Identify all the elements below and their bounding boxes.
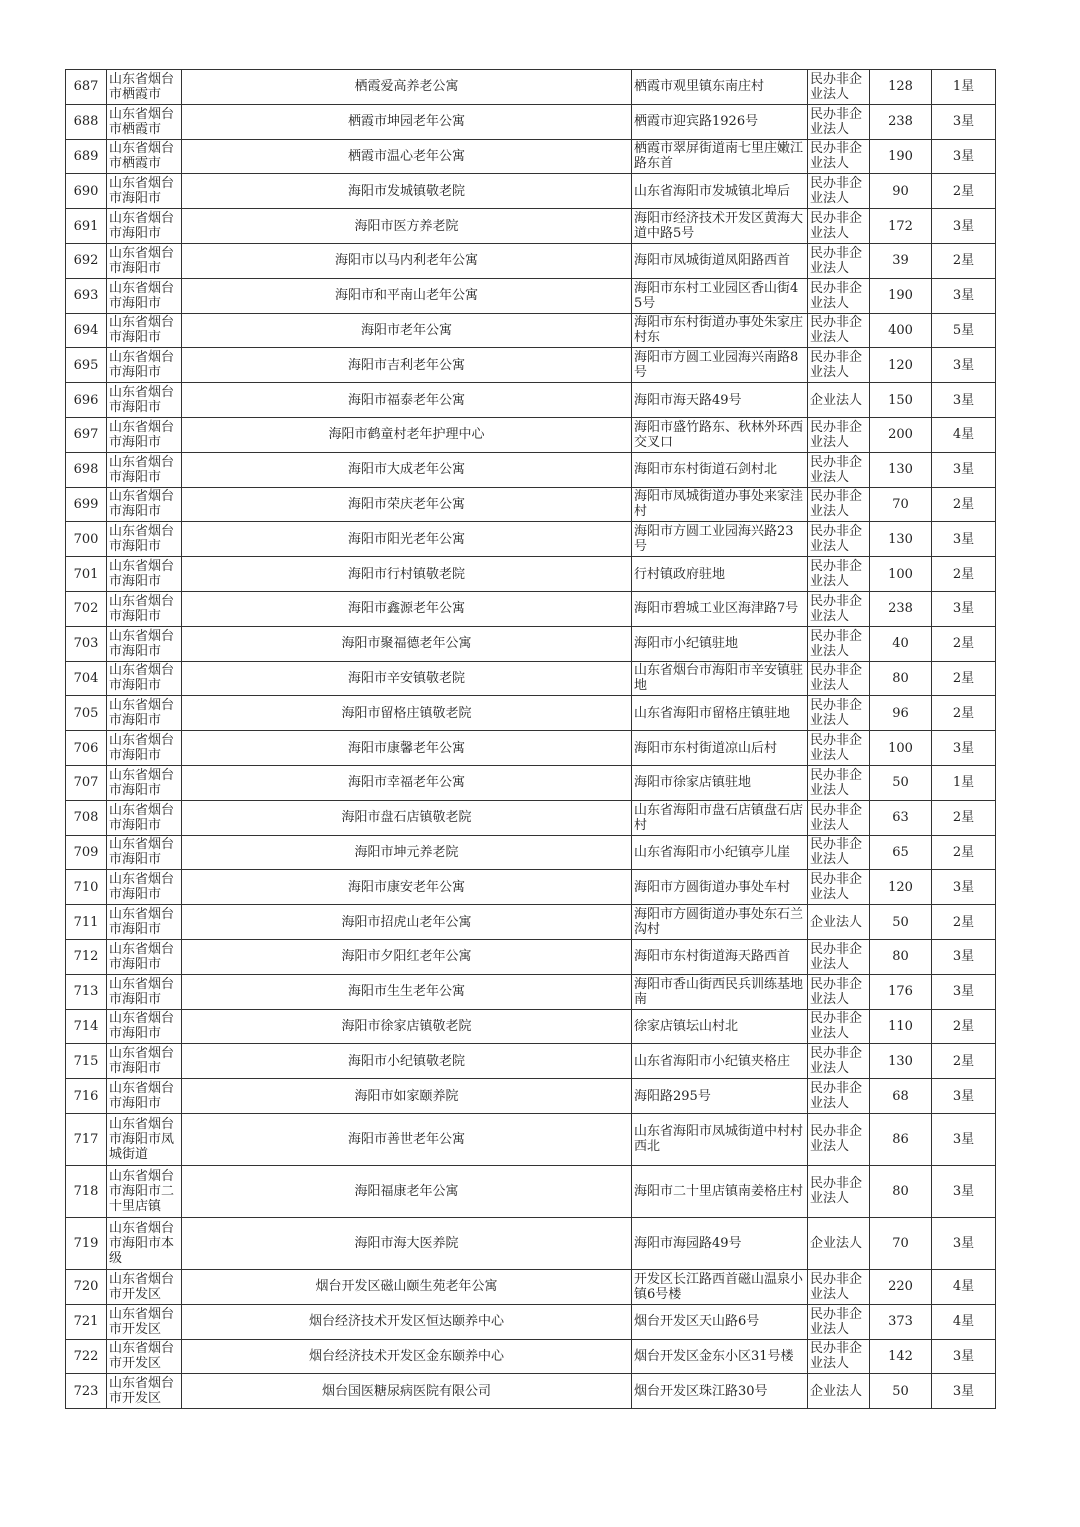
- table-row: [66, 557, 996, 592]
- region-cell: 山东省烟台市海阳市: [107, 522, 182, 557]
- institution-name-cell: 海阳市吉利老年公寓: [182, 348, 632, 383]
- legal-type-cell: 民办非企业法人: [808, 1165, 870, 1217]
- institution-name-cell: 海阳市鹤童村老年护理中心: [182, 417, 632, 452]
- bed-count-cell: 110: [870, 1009, 932, 1044]
- region-cell: 山东省烟台市海阳市: [107, 835, 182, 870]
- row-number: 714: [66, 1009, 107, 1044]
- table-row: [66, 626, 996, 661]
- legal-type-cell: 民办非企业法人: [808, 696, 870, 731]
- legal-type-cell: 民办非企业法人: [808, 1269, 870, 1304]
- address-cell: 海阳市海园路49号: [632, 1217, 808, 1269]
- star-rating-cell: 4星: [932, 1304, 996, 1339]
- bed-count-cell: 63: [870, 800, 932, 835]
- region-cell: 山东省烟台市海阳市: [107, 1044, 182, 1079]
- table-row: [66, 348, 996, 383]
- table-row: [66, 870, 996, 905]
- table-row: [66, 1339, 996, 1374]
- table-row: [66, 522, 996, 557]
- address-cell: 海阳市徐家店镇驻地: [632, 765, 808, 800]
- region-cell: 山东省烟台市海阳市: [107, 557, 182, 592]
- row-number: 708: [66, 800, 107, 835]
- row-number: 690: [66, 174, 107, 209]
- table-row: [66, 696, 996, 731]
- address-cell: 海阳市碧城工业区海津路7号: [632, 591, 808, 626]
- table-row: [66, 70, 996, 105]
- star-rating-cell: 3星: [932, 348, 996, 383]
- star-rating-cell: 2星: [932, 800, 996, 835]
- table-row: [66, 1079, 996, 1114]
- table-row: [66, 731, 996, 766]
- star-rating-cell: 2星: [932, 835, 996, 870]
- star-rating-cell: 2星: [932, 1044, 996, 1079]
- row-number: 720: [66, 1269, 107, 1304]
- bed-count-cell: 200: [870, 417, 932, 452]
- row-number: 706: [66, 731, 107, 766]
- address-cell: 海阳市东村街道办事处朱家庄村东: [632, 313, 808, 348]
- institution-name-cell: 海阳市徐家店镇敬老院: [182, 1009, 632, 1044]
- star-rating-cell: 3星: [932, 1217, 996, 1269]
- institution-name-cell: 海阳市康安老年公寓: [182, 870, 632, 905]
- institution-table: [65, 69, 996, 1409]
- address-cell: 海阳市凤城街道凤阳路西首: [632, 243, 808, 278]
- region-cell: 山东省烟台市开发区: [107, 1304, 182, 1339]
- legal-type-cell: 企业法人: [808, 1217, 870, 1269]
- address-cell: 开发区长江路西首磁山温泉小镇6号楼: [632, 1269, 808, 1304]
- legal-type-cell: 民办非企业法人: [808, 487, 870, 522]
- bed-count-cell: 100: [870, 557, 932, 592]
- bed-count-cell: 70: [870, 1217, 932, 1269]
- region-cell: 山东省烟台市海阳市: [107, 417, 182, 452]
- institution-name-cell: 海阳市盘石店镇敬老院: [182, 800, 632, 835]
- star-rating-cell: 3星: [932, 591, 996, 626]
- star-rating-cell: 3星: [932, 139, 996, 174]
- bed-count-cell: 400: [870, 313, 932, 348]
- bed-count-cell: 172: [870, 209, 932, 244]
- region-cell: 山东省烟台市海阳市: [107, 348, 182, 383]
- institution-name-cell: 海阳市小纪镇敬老院: [182, 1044, 632, 1079]
- institution-name-cell: 海阳市大成老年公寓: [182, 452, 632, 487]
- institution-name-cell: 海阳市发城镇敬老院: [182, 174, 632, 209]
- table-row: [66, 1113, 996, 1165]
- address-cell: 山东省海阳市小纪镇夹格庄: [632, 1044, 808, 1079]
- institution-name-cell: 海阳市辛安镇敬老院: [182, 661, 632, 696]
- table-row: [66, 1044, 996, 1079]
- table-row: [66, 104, 996, 139]
- bed-count-cell: 176: [870, 974, 932, 1009]
- table-row: [66, 661, 996, 696]
- legal-type-cell: 民办非企业法人: [808, 1079, 870, 1114]
- region-cell: 山东省烟台市海阳市: [107, 696, 182, 731]
- bed-count-cell: 128: [870, 70, 932, 105]
- star-rating-cell: 2星: [932, 557, 996, 592]
- table-row: [66, 591, 996, 626]
- table-row: [66, 905, 996, 940]
- star-rating-cell: 3星: [932, 522, 996, 557]
- region-cell: 山东省烟台市海阳市: [107, 974, 182, 1009]
- star-rating-cell: 3星: [932, 1165, 996, 1217]
- region-cell: 山东省烟台市海阳市: [107, 939, 182, 974]
- institution-name-cell: 海阳市荣庆老年公寓: [182, 487, 632, 522]
- table-row: [66, 939, 996, 974]
- table-row: [66, 139, 996, 174]
- star-rating-cell: 1星: [932, 70, 996, 105]
- bed-count-cell: 190: [870, 278, 932, 313]
- table-row: [66, 1304, 996, 1339]
- bed-count-cell: 238: [870, 104, 932, 139]
- bed-count-cell: 130: [870, 522, 932, 557]
- institution-name-cell: 海阳市聚福德老年公寓: [182, 626, 632, 661]
- row-number: 709: [66, 835, 107, 870]
- address-cell: 山东省海阳市发城镇北埠后: [632, 174, 808, 209]
- row-number: 712: [66, 939, 107, 974]
- legal-type-cell: 民办非企业法人: [808, 661, 870, 696]
- star-rating-cell: 3星: [932, 870, 996, 905]
- address-cell: 山东省烟台市海阳市辛安镇驻地: [632, 661, 808, 696]
- legal-type-cell: 民办非企业法人: [808, 939, 870, 974]
- legal-type-cell: 民办非企业法人: [808, 348, 870, 383]
- address-cell: 海阳市东村工业园区香山街45号: [632, 278, 808, 313]
- row-number: 719: [66, 1217, 107, 1269]
- star-rating-cell: 3星: [932, 1339, 996, 1374]
- bed-count-cell: 130: [870, 1044, 932, 1079]
- star-rating-cell: 2星: [932, 1009, 996, 1044]
- region-cell: 山东省烟台市海阳市: [107, 313, 182, 348]
- region-cell: 山东省烟台市海阳市: [107, 591, 182, 626]
- table-row: [66, 800, 996, 835]
- region-cell: 山东省烟台市海阳市: [107, 626, 182, 661]
- address-cell: 海阳市经济技术开发区黄海大道中路5号: [632, 209, 808, 244]
- address-cell: 山东省海阳市小纪镇亭儿崖: [632, 835, 808, 870]
- address-cell: 烟台开发区天山路6号: [632, 1304, 808, 1339]
- table-row: [66, 174, 996, 209]
- region-cell: 山东省烟台市海阳市: [107, 731, 182, 766]
- address-cell: 海阳市东村街道海天路西首: [632, 939, 808, 974]
- region-cell: 山东省烟台市海阳市凤城街道: [107, 1113, 182, 1165]
- institution-name-cell: 烟台开发区磁山颐生苑老年公寓: [182, 1269, 632, 1304]
- table-row: [66, 278, 996, 313]
- legal-type-cell: 民办非企业法人: [808, 765, 870, 800]
- row-number: 699: [66, 487, 107, 522]
- row-number: 713: [66, 974, 107, 1009]
- region-cell: 山东省烟台市海阳市二十里店镇: [107, 1165, 182, 1217]
- region-cell: 山东省烟台市海阳市: [107, 1009, 182, 1044]
- row-number: 702: [66, 591, 107, 626]
- star-rating-cell: 3星: [932, 1079, 996, 1114]
- region-cell: 山东省烟台市海阳市: [107, 765, 182, 800]
- bed-count-cell: 80: [870, 661, 932, 696]
- address-cell: 徐家店镇坛山村北: [632, 1009, 808, 1044]
- legal-type-cell: 民办非企业法人: [808, 1339, 870, 1374]
- region-cell: 山东省烟台市开发区: [107, 1339, 182, 1374]
- table-row: [66, 1009, 996, 1044]
- row-number: 687: [66, 70, 107, 105]
- legal-type-cell: 民办非企业法人: [808, 1009, 870, 1044]
- bed-count-cell: 373: [870, 1304, 932, 1339]
- row-number: 717: [66, 1113, 107, 1165]
- institution-name-cell: 海阳市和平南山老年公寓: [182, 278, 632, 313]
- legal-type-cell: 民办非企业法人: [808, 557, 870, 592]
- address-cell: 海阳市方圆工业园海兴路23号: [632, 522, 808, 557]
- legal-type-cell: 民办非企业法人: [808, 974, 870, 1009]
- region-cell: 山东省烟台市海阳市: [107, 278, 182, 313]
- row-number: 703: [66, 626, 107, 661]
- address-cell: 栖霞市迎宾路1926号: [632, 104, 808, 139]
- row-number: 698: [66, 452, 107, 487]
- table-row: [66, 1269, 996, 1304]
- address-cell: 栖霞市观里镇东南庄村: [632, 70, 808, 105]
- institution-name-cell: 海阳市老年公寓: [182, 313, 632, 348]
- region-cell: 山东省烟台市海阳市: [107, 487, 182, 522]
- institution-name-cell: 海阳市生生老年公寓: [182, 974, 632, 1009]
- address-cell: 海阳市凤城街道办事处来家洼村: [632, 487, 808, 522]
- institution-name-cell: 海阳市以马内利老年公寓: [182, 243, 632, 278]
- bed-count-cell: 190: [870, 139, 932, 174]
- star-rating-cell: 3星: [932, 104, 996, 139]
- legal-type-cell: 民办非企业法人: [808, 174, 870, 209]
- table-row: [66, 1374, 996, 1409]
- bed-count-cell: 130: [870, 452, 932, 487]
- bed-count-cell: 70: [870, 487, 932, 522]
- legal-type-cell: 民办非企业法人: [808, 870, 870, 905]
- row-number: 711: [66, 905, 107, 940]
- legal-type-cell: 民办非企业法人: [808, 731, 870, 766]
- row-number: 689: [66, 139, 107, 174]
- star-rating-cell: 5星: [932, 313, 996, 348]
- address-cell: 山东省海阳市盘石店镇盘石店村: [632, 800, 808, 835]
- address-cell: 海阳市香山街西民兵训练基地南: [632, 974, 808, 1009]
- bed-count-cell: 100: [870, 731, 932, 766]
- legal-type-cell: 民办非企业法人: [808, 591, 870, 626]
- legal-type-cell: 民办非企业法人: [808, 243, 870, 278]
- address-cell: 山东省海阳市留格庄镇驻地: [632, 696, 808, 731]
- bed-count-cell: 50: [870, 905, 932, 940]
- address-cell: 海阳市小纪镇驻地: [632, 626, 808, 661]
- address-cell: 海阳市方圆街道办事处东石兰沟村: [632, 905, 808, 940]
- institution-name-cell: 海阳市留格庄镇敬老院: [182, 696, 632, 731]
- institution-name-cell: 海阳市医方养老院: [182, 209, 632, 244]
- row-number: 694: [66, 313, 107, 348]
- address-cell: 海阳市东村街道石剑村北: [632, 452, 808, 487]
- table-row: [66, 1165, 996, 1217]
- star-rating-cell: 2星: [932, 243, 996, 278]
- institution-name-cell: 海阳市鑫源老年公寓: [182, 591, 632, 626]
- star-rating-cell: 4星: [932, 417, 996, 452]
- legal-type-cell: 企业法人: [808, 383, 870, 418]
- row-number: 691: [66, 209, 107, 244]
- star-rating-cell: 2星: [932, 487, 996, 522]
- address-cell: 海阳市方圆街道办事处车村: [632, 870, 808, 905]
- table-body: [66, 70, 996, 1409]
- bed-count-cell: 96: [870, 696, 932, 731]
- legal-type-cell: 民办非企业法人: [808, 104, 870, 139]
- institution-name-cell: 海阳市如家颐养院: [182, 1079, 632, 1114]
- bed-count-cell: 50: [870, 765, 932, 800]
- table-row: [66, 313, 996, 348]
- bed-count-cell: 120: [870, 348, 932, 383]
- star-rating-cell: 3星: [932, 278, 996, 313]
- table-row: [66, 1217, 996, 1269]
- address-cell: 海阳路295号: [632, 1079, 808, 1114]
- legal-type-cell: 民办非企业法人: [808, 313, 870, 348]
- region-cell: 山东省烟台市开发区: [107, 1374, 182, 1409]
- institution-name-cell: 烟台经济技术开发区恒达颐养中心: [182, 1304, 632, 1339]
- star-rating-cell: 3星: [932, 452, 996, 487]
- row-number: 716: [66, 1079, 107, 1114]
- bed-count-cell: 120: [870, 870, 932, 905]
- bed-count-cell: 220: [870, 1269, 932, 1304]
- address-cell: 行村镇政府驻地: [632, 557, 808, 592]
- institution-name-cell: 海阳市幸福老年公寓: [182, 765, 632, 800]
- star-rating-cell: 3星: [932, 731, 996, 766]
- bed-count-cell: 65: [870, 835, 932, 870]
- legal-type-cell: 民办非企业法人: [808, 835, 870, 870]
- address-cell: 海阳市海天路49号: [632, 383, 808, 418]
- region-cell: 山东省烟台市海阳市本级: [107, 1217, 182, 1269]
- legal-type-cell: 民办非企业法人: [808, 626, 870, 661]
- address-cell: 山东省海阳市凤城街道中村村西北: [632, 1113, 808, 1165]
- star-rating-cell: 3星: [932, 209, 996, 244]
- row-number: 700: [66, 522, 107, 557]
- star-rating-cell: 2星: [932, 696, 996, 731]
- star-rating-cell: 1星: [932, 765, 996, 800]
- legal-type-cell: 企业法人: [808, 1374, 870, 1409]
- legal-type-cell: 民办非企业法人: [808, 800, 870, 835]
- legal-type-cell: 企业法人: [808, 905, 870, 940]
- row-number: 722: [66, 1339, 107, 1374]
- address-cell: 海阳市方圆工业园海兴南路8号: [632, 348, 808, 383]
- star-rating-cell: 2星: [932, 905, 996, 940]
- row-number: 704: [66, 661, 107, 696]
- table-row: [66, 209, 996, 244]
- region-cell: 山东省烟台市开发区: [107, 1269, 182, 1304]
- bed-count-cell: 50: [870, 1374, 932, 1409]
- bed-count-cell: 68: [870, 1079, 932, 1114]
- bed-count-cell: 150: [870, 383, 932, 418]
- region-cell: 山东省烟台市海阳市: [107, 209, 182, 244]
- institution-name-cell: 海阳市阳光老年公寓: [182, 522, 632, 557]
- legal-type-cell: 民办非企业法人: [808, 139, 870, 174]
- row-number: 718: [66, 1165, 107, 1217]
- legal-type-cell: 民办非企业法人: [808, 417, 870, 452]
- legal-type-cell: 民办非企业法人: [808, 452, 870, 487]
- table-row: [66, 487, 996, 522]
- row-number: 696: [66, 383, 107, 418]
- region-cell: 山东省烟台市海阳市: [107, 243, 182, 278]
- legal-type-cell: 民办非企业法人: [808, 70, 870, 105]
- region-cell: 山东省烟台市海阳市: [107, 870, 182, 905]
- institution-name-cell: 海阳市坤元养老院: [182, 835, 632, 870]
- row-number: 693: [66, 278, 107, 313]
- region-cell: 山东省烟台市海阳市: [107, 174, 182, 209]
- institution-name-cell: 海阳市康馨老年公寓: [182, 731, 632, 766]
- bed-count-cell: 40: [870, 626, 932, 661]
- institution-name-cell: 海阳福康老年公寓: [182, 1165, 632, 1217]
- institution-name-cell: 海阳市福泰老年公寓: [182, 383, 632, 418]
- bed-count-cell: 80: [870, 939, 932, 974]
- legal-type-cell: 民办非企业法人: [808, 1304, 870, 1339]
- bed-count-cell: 39: [870, 243, 932, 278]
- institution-name-cell: 栖霞市温心老年公寓: [182, 139, 632, 174]
- table-row: [66, 765, 996, 800]
- table-row: [66, 452, 996, 487]
- star-rating-cell: 4星: [932, 1269, 996, 1304]
- region-cell: 山东省烟台市栖霞市: [107, 139, 182, 174]
- table-row: [66, 974, 996, 1009]
- star-rating-cell: 2星: [932, 174, 996, 209]
- star-rating-cell: 2星: [932, 661, 996, 696]
- legal-type-cell: 民办非企业法人: [808, 278, 870, 313]
- region-cell: 山东省烟台市海阳市: [107, 800, 182, 835]
- legal-type-cell: 民办非企业法人: [808, 522, 870, 557]
- institution-name-cell: 海阳市夕阳红老年公寓: [182, 939, 632, 974]
- institution-name-cell: 海阳市行村镇敬老院: [182, 557, 632, 592]
- star-rating-cell: 3星: [932, 974, 996, 1009]
- region-cell: 山东省烟台市栖霞市: [107, 104, 182, 139]
- institution-name-cell: 栖霞市坤园老年公寓: [182, 104, 632, 139]
- row-number: 695: [66, 348, 107, 383]
- row-number: 707: [66, 765, 107, 800]
- region-cell: 山东省烟台市海阳市: [107, 383, 182, 418]
- region-cell: 山东省烟台市海阳市: [107, 452, 182, 487]
- row-number: 715: [66, 1044, 107, 1079]
- bed-count-cell: 80: [870, 1165, 932, 1217]
- star-rating-cell: 3星: [932, 1374, 996, 1409]
- institution-name-cell: 海阳市招虎山老年公寓: [182, 905, 632, 940]
- institution-name-cell: 海阳市善世老年公寓: [182, 1113, 632, 1165]
- address-cell: 烟台开发区珠江路30号: [632, 1374, 808, 1409]
- row-number: 721: [66, 1304, 107, 1339]
- star-rating-cell: 2星: [932, 626, 996, 661]
- institution-name-cell: 栖霞爱高养老公寓: [182, 70, 632, 105]
- institution-name-cell: 烟台国医糖尿病医院有限公司: [182, 1374, 632, 1409]
- legal-type-cell: 民办非企业法人: [808, 1044, 870, 1079]
- row-number: 723: [66, 1374, 107, 1409]
- address-cell: 海阳市二十里店镇南姜格庄村: [632, 1165, 808, 1217]
- row-number: 692: [66, 243, 107, 278]
- star-rating-cell: 3星: [932, 1113, 996, 1165]
- star-rating-cell: 3星: [932, 383, 996, 418]
- institution-name-cell: 海阳市海大医养院: [182, 1217, 632, 1269]
- row-number: 701: [66, 557, 107, 592]
- table-row: [66, 417, 996, 452]
- table-row: [66, 243, 996, 278]
- region-cell: 山东省烟台市海阳市: [107, 905, 182, 940]
- table-row: [66, 383, 996, 418]
- legal-type-cell: 民办非企业法人: [808, 209, 870, 244]
- region-cell: 山东省烟台市海阳市: [107, 661, 182, 696]
- bed-count-cell: 238: [870, 591, 932, 626]
- row-number: 697: [66, 417, 107, 452]
- star-rating-cell: 3星: [932, 939, 996, 974]
- bed-count-cell: 90: [870, 174, 932, 209]
- row-number: 705: [66, 696, 107, 731]
- institution-name-cell: 烟台经济技术开发区金东颐养中心: [182, 1339, 632, 1374]
- address-cell: 栖霞市翠屏街道南七里庄嫩江路东首: [632, 139, 808, 174]
- row-number: 688: [66, 104, 107, 139]
- legal-type-cell: 民办非企业法人: [808, 1113, 870, 1165]
- bed-count-cell: 142: [870, 1339, 932, 1374]
- bed-count-cell: 86: [870, 1113, 932, 1165]
- address-cell: 烟台开发区金东小区31号楼: [632, 1339, 808, 1374]
- address-cell: 海阳市盛竹路东、秋林外环西交叉口: [632, 417, 808, 452]
- row-number: 710: [66, 870, 107, 905]
- region-cell: 山东省烟台市海阳市: [107, 1079, 182, 1114]
- address-cell: 海阳市东村街道凉山后村: [632, 731, 808, 766]
- region-cell: 山东省烟台市栖霞市: [107, 70, 182, 105]
- table-row: [66, 835, 996, 870]
